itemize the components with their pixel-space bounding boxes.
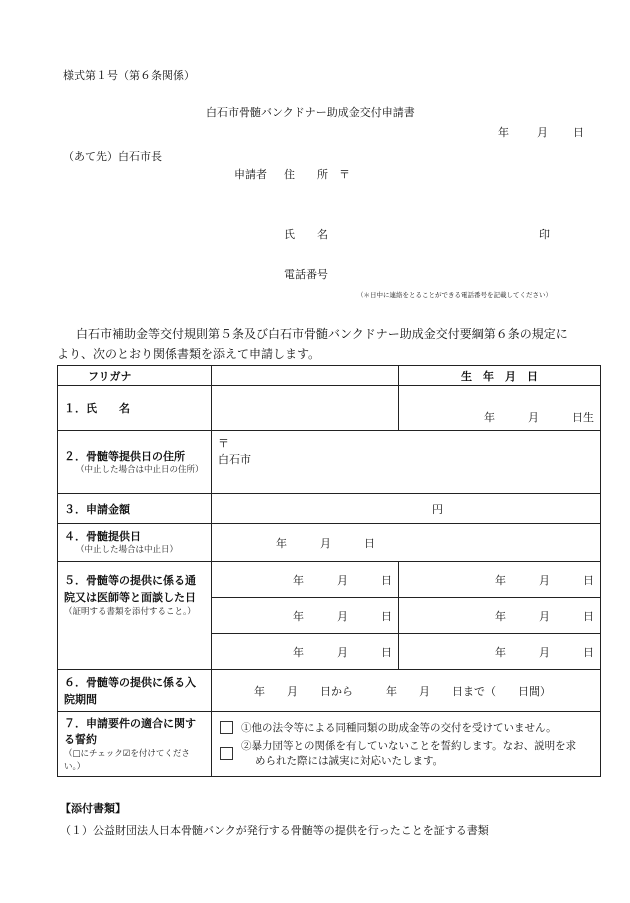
seal-mark: 印 xyxy=(539,228,550,241)
donation-label-cell xyxy=(58,524,212,562)
name-field[interactable] xyxy=(212,386,399,431)
phone-note: （＊日中に連絡をとることができる電話番号を記載してください） xyxy=(357,291,552,299)
address-row-label-cell xyxy=(58,431,212,494)
visit-date-1a[interactable]: 年 月 日 xyxy=(212,562,399,598)
hospital-period-field[interactable]: 年 月 日から 年 月 日まで（ 日間） xyxy=(212,670,601,712)
visit-date-2b[interactable]: 年 月 日 xyxy=(399,598,601,634)
pledge-1-checkbox[interactable] xyxy=(220,721,233,734)
amount-field[interactable] xyxy=(212,494,601,524)
attachments-header: 【添付書類】 xyxy=(60,802,126,815)
address-row-note: （中止した場合は中止日の住所） xyxy=(76,464,204,475)
pledge-1-text: ①他の法令等による同種同類の助成金等の交付を受けていません。 xyxy=(241,721,557,734)
visits-label-cell xyxy=(58,562,212,670)
hospital-label: ６．骨髄等の提供に係る入院期間 xyxy=(58,670,212,712)
donation-label: ４．骨髄提供日 xyxy=(64,530,141,543)
name-row-label: １．氏 名 xyxy=(58,386,212,431)
intro-line-1: 白石市補助金等交付規則第５条及び白石市骨髄バンクドナー助成金交付要綱第６条の規定に xyxy=(76,327,568,341)
visit-date-3b[interactable]: 年 月 日 xyxy=(399,634,601,670)
form-id: 様式第１号（第６条関係） xyxy=(63,69,195,82)
birth-header: 生 年 月 日 xyxy=(399,366,601,386)
visits-label: ５．骨髄等の提供に係る通院又は医師等と面談した日 xyxy=(64,574,196,604)
address-row-label: ２．骨髄等提供日の住所 xyxy=(64,449,185,463)
date-month: 月 xyxy=(537,126,548,139)
donation-date-field[interactable]: 年 月 日 xyxy=(212,524,601,562)
intro-line-2: より、次のとおり関係書類を添えて申請します。 xyxy=(57,347,321,361)
date-day: 日 xyxy=(573,126,584,139)
pledge-2-line-1: ②暴力団等との関係を有していないことを誓約します。なお、説明を求 xyxy=(241,739,577,752)
birth-date-field[interactable]: 年 月 日生 xyxy=(399,386,601,431)
pledge-2-text xyxy=(241,739,576,769)
pledge-note: （□にチェック☑を付けてください。） xyxy=(64,749,190,772)
address-label: 住 所 〒 xyxy=(284,168,350,181)
application-table xyxy=(57,365,601,777)
date-year: 年 xyxy=(498,126,509,139)
addressee: （あて先）白石市長 xyxy=(63,150,162,163)
furigana-label: フリガナ xyxy=(58,366,212,386)
donation-note: （中止した場合は中止日） xyxy=(76,545,179,555)
address-field[interactable] xyxy=(212,431,601,494)
visits-note: （証明する書類を添付すること。） xyxy=(64,607,196,617)
visit-date-1b[interactable]: 年 月 日 xyxy=(399,562,601,598)
visit-date-3a[interactable]: 年 月 日 xyxy=(212,634,399,670)
pledge-label-cell xyxy=(58,712,212,777)
pledge-2-line-2: められた際には誠実に対応いたします。 xyxy=(255,754,444,767)
visit-date-2a[interactable]: 年 月 日 xyxy=(212,598,399,634)
pledge-2-checkbox[interactable] xyxy=(220,747,233,760)
page-title: 白石市骨髄バンクドナー助成金交付申請書 xyxy=(206,106,415,119)
phone-label: 電話番号 xyxy=(284,268,328,281)
applicant-label: 申請者 xyxy=(234,168,267,181)
furigana-field[interactable] xyxy=(212,366,399,386)
pledge-cell xyxy=(212,712,601,777)
pledge-label: ７．申請要件の適合に関する誓約 xyxy=(64,717,196,746)
city-text: 白石市 xyxy=(218,453,251,466)
amount-unit: 円 xyxy=(432,502,443,516)
postal-mark: 〒 xyxy=(218,437,229,450)
name-label: 氏 名 xyxy=(284,228,328,241)
amount-label: ３．申請金額 xyxy=(58,494,212,524)
attachment-item-1: （１）公益財団法人日本骨髄バンクが発行する骨髄等の提供を行ったことを証する書類 xyxy=(60,824,489,837)
